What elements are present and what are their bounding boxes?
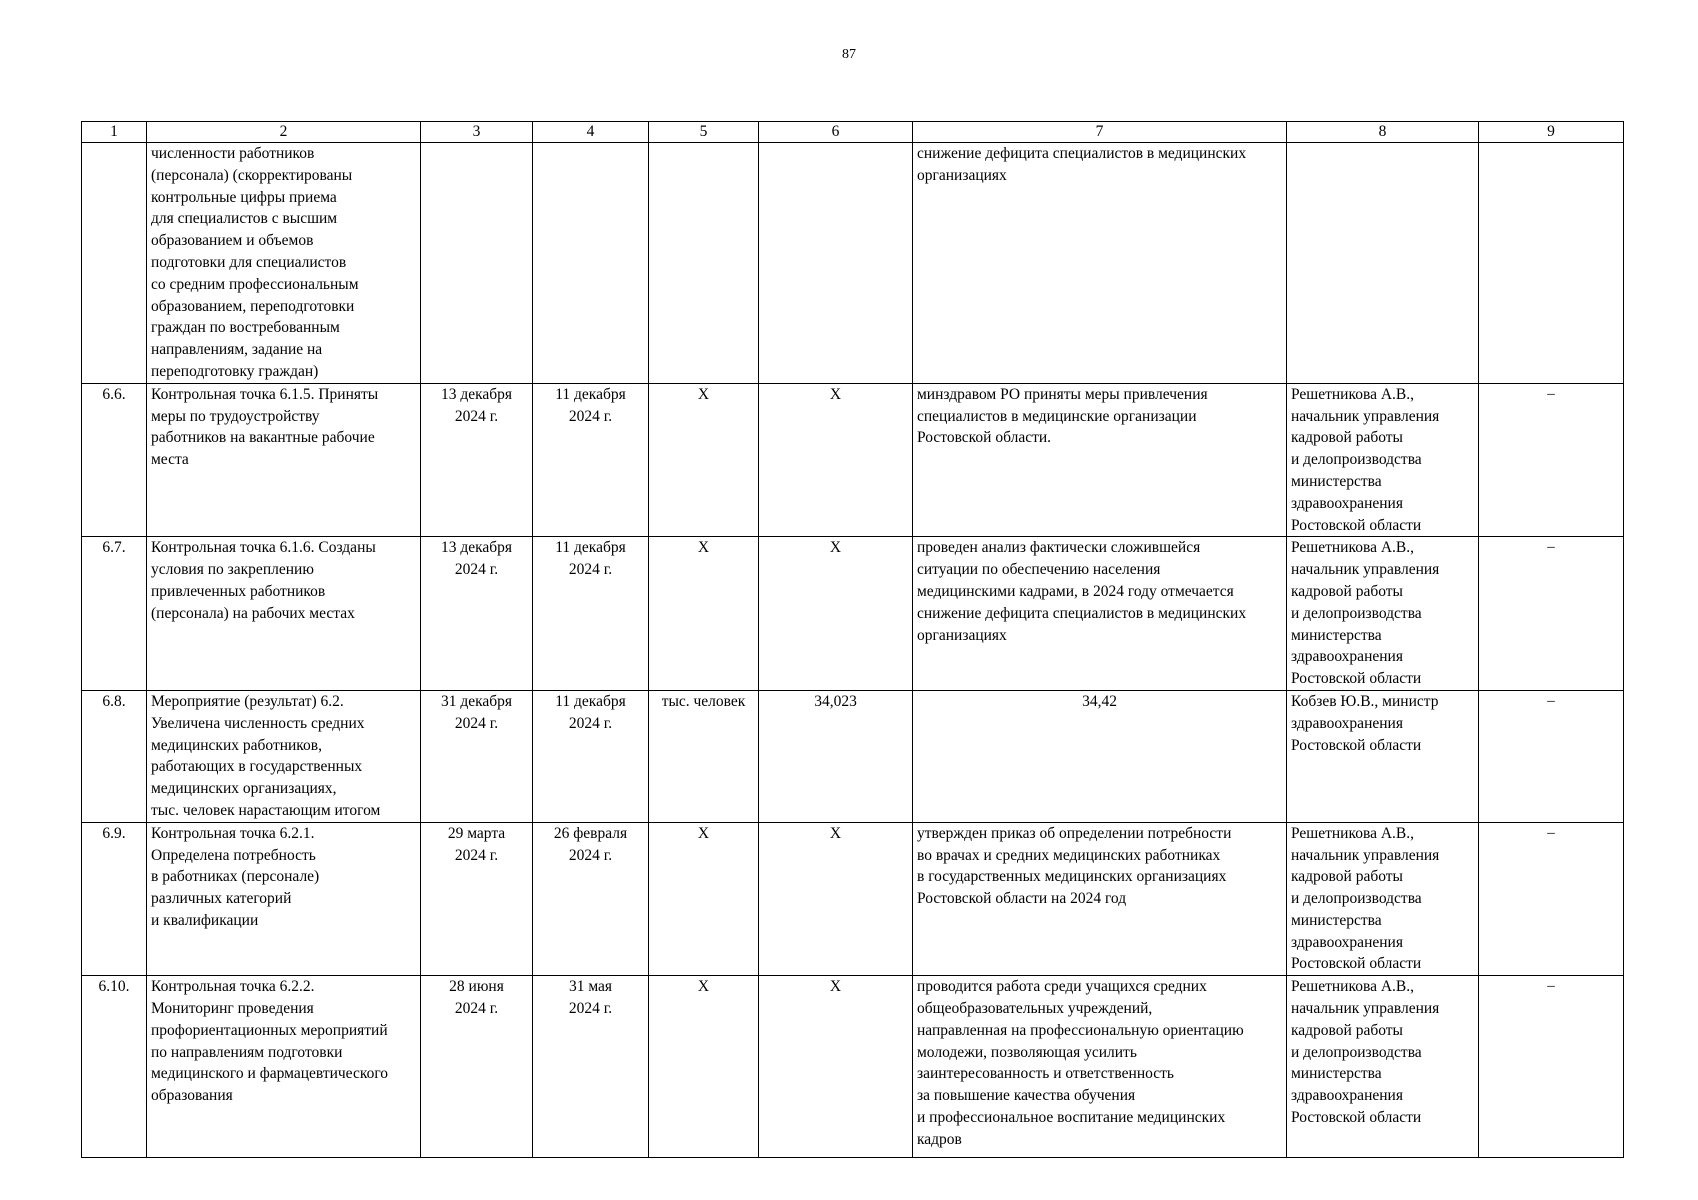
table-row xyxy=(82,143,1624,384)
planned-date-cell: 13 декабря 2024 г. xyxy=(421,383,533,537)
planned-date-cell: 31 декабря 2024 г. xyxy=(421,690,533,822)
column-header: 6 xyxy=(759,122,913,143)
row-number-cell xyxy=(82,143,147,384)
column-header: 4 xyxy=(533,122,649,143)
row-number-cell: 6.6. xyxy=(82,383,147,537)
planned-date-cell: 29 марта 2024 г. xyxy=(421,822,533,976)
description-cell: Контрольная точка 6.1.6. Созданы условия по закреплению привлеченных работников (персонала) на рабочих местах xyxy=(147,537,421,691)
row-number-cell: 6.8. xyxy=(82,690,147,822)
page-number: 87 xyxy=(842,47,856,62)
note-cell xyxy=(1479,143,1624,384)
result-cell: утвержден приказ об определении потребности во врачах и средних медицинских работниках в государственных медицинских организациях Ростовской области на 2024 год xyxy=(913,822,1287,976)
plan-value-cell: 34,023 xyxy=(759,690,913,822)
responsible-cell: Решетникова А.В., начальник управления кадровой работы и делопроизводства министерства здравоохранения Ростовской области xyxy=(1287,537,1479,691)
unit-cell: тыс. человек xyxy=(649,690,759,822)
actual-date-cell: 26 февраля 2024 г. xyxy=(533,822,649,976)
description-cell: Контрольная точка 6.2.1. Определена потребность в работниках (персонале) различных категорий и квалификации xyxy=(147,822,421,976)
responsible-cell: Решетникова А.В., начальник управления кадровой работы и делопроизводства министерства здравоохранения Ростовской области xyxy=(1287,383,1479,537)
responsible-cell: Кобзев Ю.В., министр здравоохранения Ростовской области xyxy=(1287,690,1479,822)
unit-cell: X xyxy=(649,976,759,1158)
result-cell: проводится работа среди учащихся средних общеобразовательных учреждений, направленная на профессиональную ориентацию молодежи, позволяющая усилить заинтересованность и ответственность за повышение качества обучения и профессиональное воспитание медицинских кадров xyxy=(913,976,1287,1158)
description-cell: Контрольная точка 6.1.5. Приняты меры по трудоустройству работников на вакантные рабочие места xyxy=(147,383,421,537)
row-number-cell: 6.9. xyxy=(82,822,147,976)
actual-date-cell: 11 декабря 2024 г. xyxy=(533,383,649,537)
result-cell: проведен анализ фактически сложившейся ситуации по обеспечению населения медицинскими кадрами, в 2024 году отмечается снижение дефицита специалистов в медицинских организациях xyxy=(913,537,1287,691)
column-header: 5 xyxy=(649,122,759,143)
table-row xyxy=(82,537,1624,691)
note-cell: – xyxy=(1479,822,1624,976)
unit-cell xyxy=(649,143,759,384)
description-cell: Контрольная точка 6.2.2. Мониторинг проведения профориентационных мероприятий по направлениям подготовки медицинского и фармацевтического образования xyxy=(147,976,421,1158)
plan-value-cell: X xyxy=(759,822,913,976)
unit-cell: X xyxy=(649,537,759,691)
table-row xyxy=(82,822,1624,976)
responsible-cell xyxy=(1287,143,1479,384)
plan-value-cell: X xyxy=(759,383,913,537)
row-number-cell: 6.7. xyxy=(82,537,147,691)
column-header: 3 xyxy=(421,122,533,143)
note-cell: – xyxy=(1479,537,1624,691)
column-header: 9 xyxy=(1479,122,1624,143)
table-header-row xyxy=(82,122,1624,143)
table-row xyxy=(82,690,1624,822)
report-table xyxy=(81,121,1624,1158)
plan-value-cell: X xyxy=(759,976,913,1158)
column-header: 2 xyxy=(147,122,421,143)
planned-date-cell xyxy=(421,143,533,384)
result-cell: снижение дефицита специалистов в медицинских организациях xyxy=(913,143,1287,384)
result-cell: 34,42 xyxy=(913,690,1287,822)
note-cell: – xyxy=(1479,690,1624,822)
actual-date-cell: 31 мая 2024 г. xyxy=(533,976,649,1158)
row-number-cell: 6.10. xyxy=(82,976,147,1158)
responsible-cell: Решетникова А.В., начальник управления кадровой работы и делопроизводства министерства здравоохранения Ростовской области xyxy=(1287,822,1479,976)
unit-cell: X xyxy=(649,383,759,537)
actual-date-cell: 11 декабря 2024 г. xyxy=(533,690,649,822)
actual-date-cell: 11 декабря 2024 г. xyxy=(533,537,649,691)
table-row xyxy=(82,383,1624,537)
column-header: 7 xyxy=(913,122,1287,143)
planned-date-cell: 28 июня 2024 г. xyxy=(421,976,533,1158)
planned-date-cell: 13 декабря 2024 г. xyxy=(421,537,533,691)
responsible-cell: Решетникова А.В., начальник управления кадровой работы и делопроизводства министерства здравоохранения Ростовской области xyxy=(1287,976,1479,1158)
plan-value-cell: X xyxy=(759,537,913,691)
result-cell: минздравом РО приняты меры привлечения специалистов в медицинские организации Ростовской области. xyxy=(913,383,1287,537)
note-cell: – xyxy=(1479,976,1624,1158)
column-header: 8 xyxy=(1287,122,1479,143)
description-cell: численности работников (персонала) (скорректированы контрольные цифры приема для специалистов с высшим образованием и объемов подготовки для специалистов со средним профессиональным образованием, переподготовки граждан по востребованным направлениям, задание на переподготовку граждан) xyxy=(147,143,421,384)
unit-cell: X xyxy=(649,822,759,976)
note-cell: – xyxy=(1479,383,1624,537)
plan-value-cell xyxy=(759,143,913,384)
actual-date-cell xyxy=(533,143,649,384)
description-cell: Мероприятие (результат) 6.2. Увеличена численность средних медицинских работников, работающих в государственных медицинских организациях, тыс. человек нарастающим итогом xyxy=(147,690,421,822)
table-row xyxy=(82,976,1624,1158)
column-header: 1 xyxy=(82,122,147,143)
